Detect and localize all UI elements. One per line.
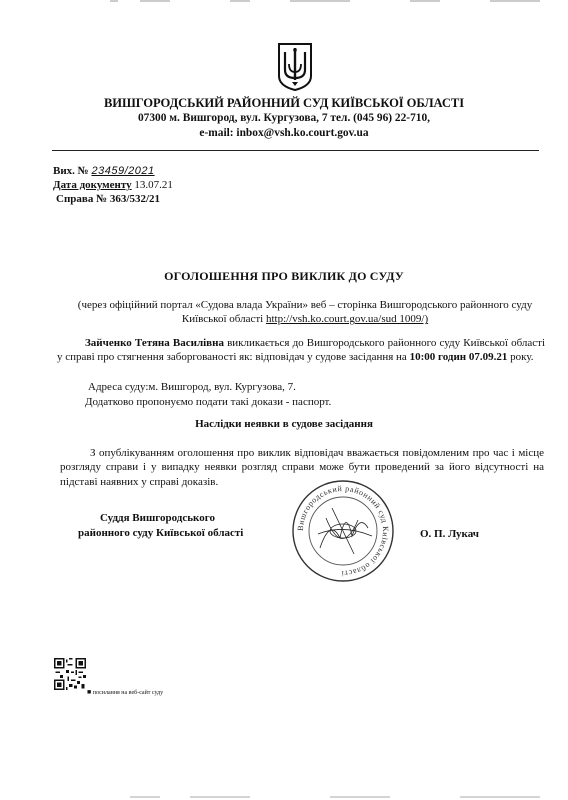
date-label: Дата документу — [53, 179, 132, 191]
coat-of-arms-icon — [276, 42, 314, 92]
case-number: Справа № 363/532/21 — [56, 193, 161, 205]
summons-text: викликається до Вишгородського районного суду Київської області у справі про стягнення заборгованості як: відповідач у судове засідання на — [57, 337, 546, 364]
year-word: року. — [507, 351, 534, 364]
summons-paragraph — [57, 336, 545, 365]
portal-text: (через офіційний портал «Судова влада України» веб – сторінка Вишгородського районного суду Київської області — [77, 299, 533, 326]
court-name: ВИШГОРОДСЬКИЙ РАЙОННИЙ СУД КИЇВСЬКОЇ ОБЛАСТІ — [103, 96, 465, 110]
qr-label: посилання на веб-сайт суду — [92, 690, 164, 696]
court-email: e-mail: inbox@vsh.ko.court.gov.ua — [199, 127, 369, 139]
hearing-date: 07.09.21 — [468, 351, 508, 364]
consequences-heading: Наслідки неявки в судове засідання — [195, 418, 373, 430]
date-value: 13.07.21 — [134, 179, 173, 191]
document-date-line — [53, 179, 173, 191]
court-address: 07300 м. Вишгород, вул. Кургузова, 7 тел. (045 96) 22-710, — [137, 112, 431, 124]
consequences-text: З опублікуванням оголошення про виклик відповідач вважається повідомленим про час і місце розгляду справи і у випадку неявки розгляд справи може бути проведений за його відсутності на підставі наявних у справі доказів. — [60, 447, 544, 488]
header-divider — [52, 150, 539, 151]
document-title: ОГОЛОШЕННЯ ПРО ВИКЛИК ДО СУДУ — [164, 269, 404, 283]
outgoing-label: Вих. № — [53, 165, 89, 177]
court-address-line: Адреса суду:м. Вишгород, вул. Кургузова, 7. — [88, 381, 296, 393]
hearing-time: 10:00 годин — [409, 351, 467, 364]
outgoing-number: 23459/2021 — [91, 165, 155, 177]
court-stamp-icon — [290, 478, 396, 584]
judge-position-line2: районного суду Київської області — [78, 527, 244, 539]
judge-name: О. П. Лукач — [420, 528, 479, 540]
scan-edge-marks — [110, 0, 550, 4]
qr-code-icon — [54, 658, 86, 690]
judge-position-line1: Суддя Вишгородського — [100, 512, 215, 524]
evidence-line: Додатково пропонуємо подати такі докази - паспорт. — [85, 396, 332, 408]
defendant-name: Зайченко Тетяна Василівна — [85, 337, 224, 349]
stamp-text: Вишгородський районний суд Київської області — [295, 483, 391, 579]
portal-link[interactable]: http://vsh.ko.court.gov.ua/sud 1009/) — [265, 313, 429, 326]
qr-arrow-icon: ■ — [87, 688, 92, 696]
scan-edge-marks-bottom — [130, 795, 550, 799]
qr-caption — [87, 688, 163, 696]
outgoing-number-line — [53, 165, 155, 177]
portal-note — [60, 298, 550, 327]
